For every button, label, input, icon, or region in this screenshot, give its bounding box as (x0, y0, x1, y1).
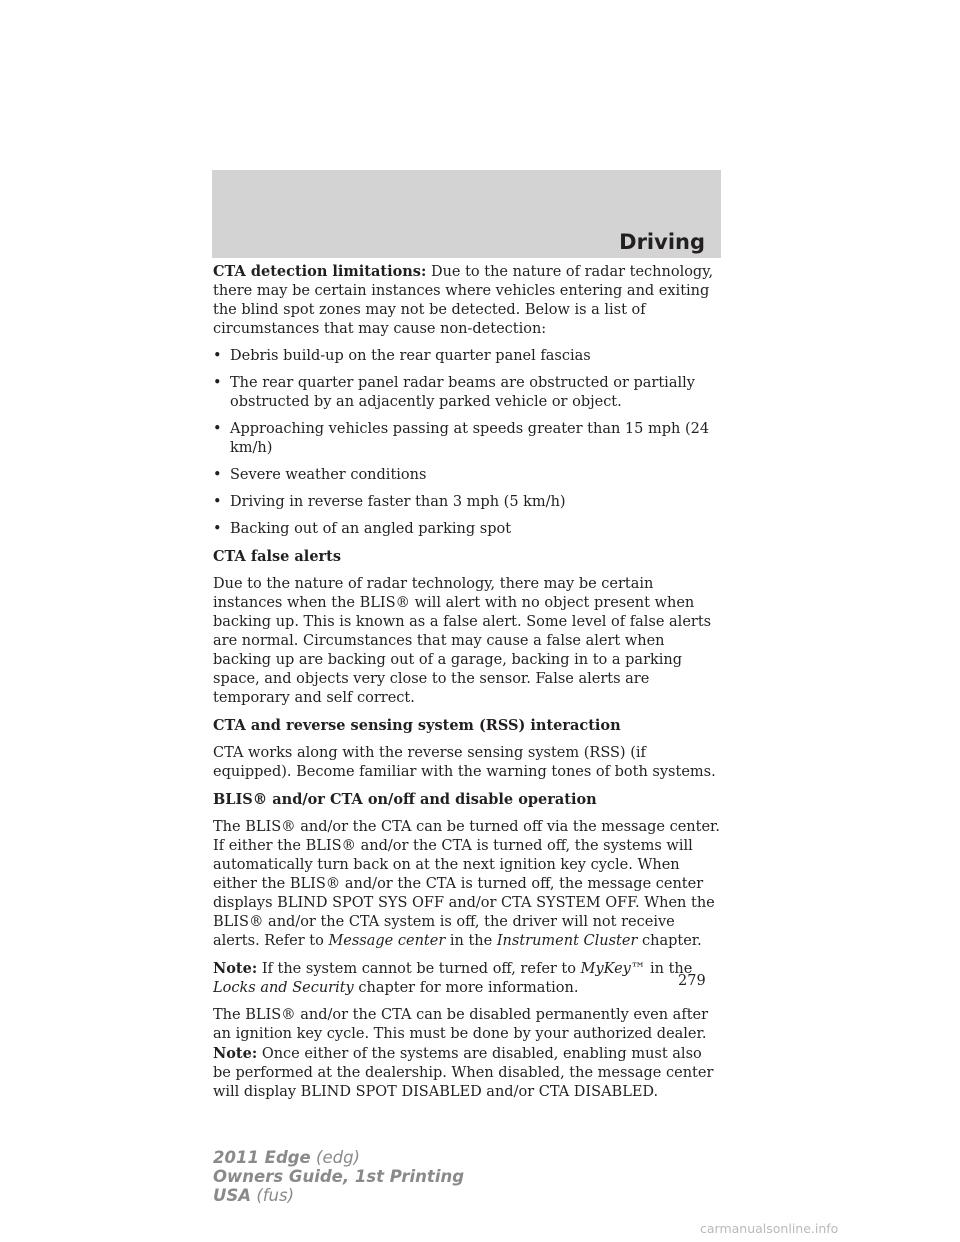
bullet-icon: • (213, 494, 222, 510)
bullet-icon: • (213, 421, 222, 437)
blis-onoff-text: The BLIS® and/or the CTA can be turned off via the message center. If either the BLIS® and/or the CTA is turned off, the systems will automatically turn back on at the next ignition key cycle. When either the BLIS® and/or the CTA is turned off, the message center displays BLIND SPOT SYS OFF and/or CTA SYSTEM OFF. When the BLIS® and/or the CTA system is off, the driver will not receive alerts. Refer to (213, 819, 720, 949)
footer-line-1 (213, 1148, 464, 1167)
note-text-mid: in the (649, 961, 693, 977)
blis-onoff-heading-text: BLIS® and/or CTA on/off and disable operation (213, 791, 597, 808)
cta-limitations-paragraph (213, 262, 723, 339)
bullet-icon: • (213, 467, 222, 483)
disable-paragraph (213, 1006, 723, 1102)
list-item-text: Approaching vehicles passing at speeds greater than 15 mph (24 km/h) (230, 421, 710, 456)
non-detection-list (213, 347, 723, 539)
bullet-icon: • (213, 348, 222, 364)
list-item (213, 374, 723, 412)
bullet-icon: • (213, 375, 222, 391)
cta-rss-body: CTA works along with the reverse sensing system (RSS) (if equipped). Become familiar with the warning tones of both systems. (213, 745, 716, 780)
blis-onoff-body (213, 818, 723, 951)
cta-rss-heading-text: CTA and reverse sensing system (RSS) interaction (213, 717, 621, 734)
footer-line-3 (213, 1186, 464, 1205)
footer-guide: Owners Guide, 1st Printing (213, 1167, 465, 1186)
watermark: carmanualsonline.info (700, 1221, 839, 1236)
section-header-box (212, 170, 721, 258)
cta-rss-heading (213, 716, 723, 736)
note-label: Note: (213, 1045, 258, 1062)
page-content (213, 262, 723, 1110)
list-item (213, 520, 723, 539)
note-label: Note: (213, 960, 258, 977)
list-item-text: Debris build-up on the rear quarter panel fascias (230, 348, 591, 364)
ref-connector: in the (449, 933, 493, 949)
footer-model-code: (edg) (316, 1148, 360, 1167)
footer-imprint (213, 1148, 464, 1205)
note-text-after: chapter for more information. (358, 980, 579, 996)
footer-market: USA (213, 1186, 252, 1205)
cta-false-alerts-heading-text: CTA false alerts (213, 548, 342, 565)
message-center-ref: Message center (328, 933, 446, 949)
cta-false-alerts-body: Due to the nature of radar technology, there may be certain instances when the BLIS® will alert with no object present when backing up. This is known as a false alert. Some level of false alerts are normal. Circumstances that may cause a false alert when backing up are backing out of a garage, backing in to a parking space, and objects very close to the sensor. False alerts are temporary and self correct. (213, 576, 712, 706)
section-title: Driving (619, 230, 705, 254)
ref-end: chapter. (641, 933, 702, 949)
list-item-text: Backing out of an angled parking spot (230, 521, 512, 537)
page-number: 279 (678, 973, 706, 989)
instrument-cluster-ref: Instrument Cluster (496, 933, 638, 949)
cta-limitations-heading: CTA detection limitations: (213, 263, 427, 280)
footer-line-2 (213, 1167, 464, 1186)
cta-limitations-intro: Due to the nature of radar technology, there may be certain instances where vehicles entering and exiting the blind spot zones may not be detected. Below is a list of circumstances that may cause non-detection: (213, 264, 714, 337)
list-item (213, 493, 723, 512)
note-text-before: If the system cannot be turned off, refer to (261, 961, 576, 977)
blis-onoff-heading (213, 790, 723, 810)
footer-market-code: (fus) (256, 1186, 295, 1205)
list-item (213, 347, 723, 366)
list-item-text: The rear quarter panel radar beams are obstructed or partially obstructed by an adjacently parked vehicle or object. (230, 375, 695, 410)
disable-text-1: The BLIS® and/or the CTA can be disabled permanently even after an ignition key cycle. This must be done by your authorized dealer. (213, 1007, 709, 1042)
list-item-text: Driving in reverse faster than 3 mph (5 km/h) (230, 494, 566, 510)
note-paragraph (213, 959, 723, 998)
locks-security-ref: Locks and Security (213, 980, 354, 996)
list-item-text: Severe weather conditions (230, 467, 427, 483)
bullet-icon: • (213, 521, 222, 537)
list-item (213, 466, 723, 485)
list-item (213, 420, 723, 458)
disable-text-2: Once either of the systems are disabled, enabling must also be performed at the dealership. When disabled, the message center will display BLIND SPOT DISABLED and/or CTA DISABLED. (213, 1046, 714, 1100)
cta-false-alerts-heading (213, 547, 723, 567)
footer-model: 2011 Edge (213, 1148, 311, 1167)
mykey-ref: MyKey™ (580, 961, 646, 977)
